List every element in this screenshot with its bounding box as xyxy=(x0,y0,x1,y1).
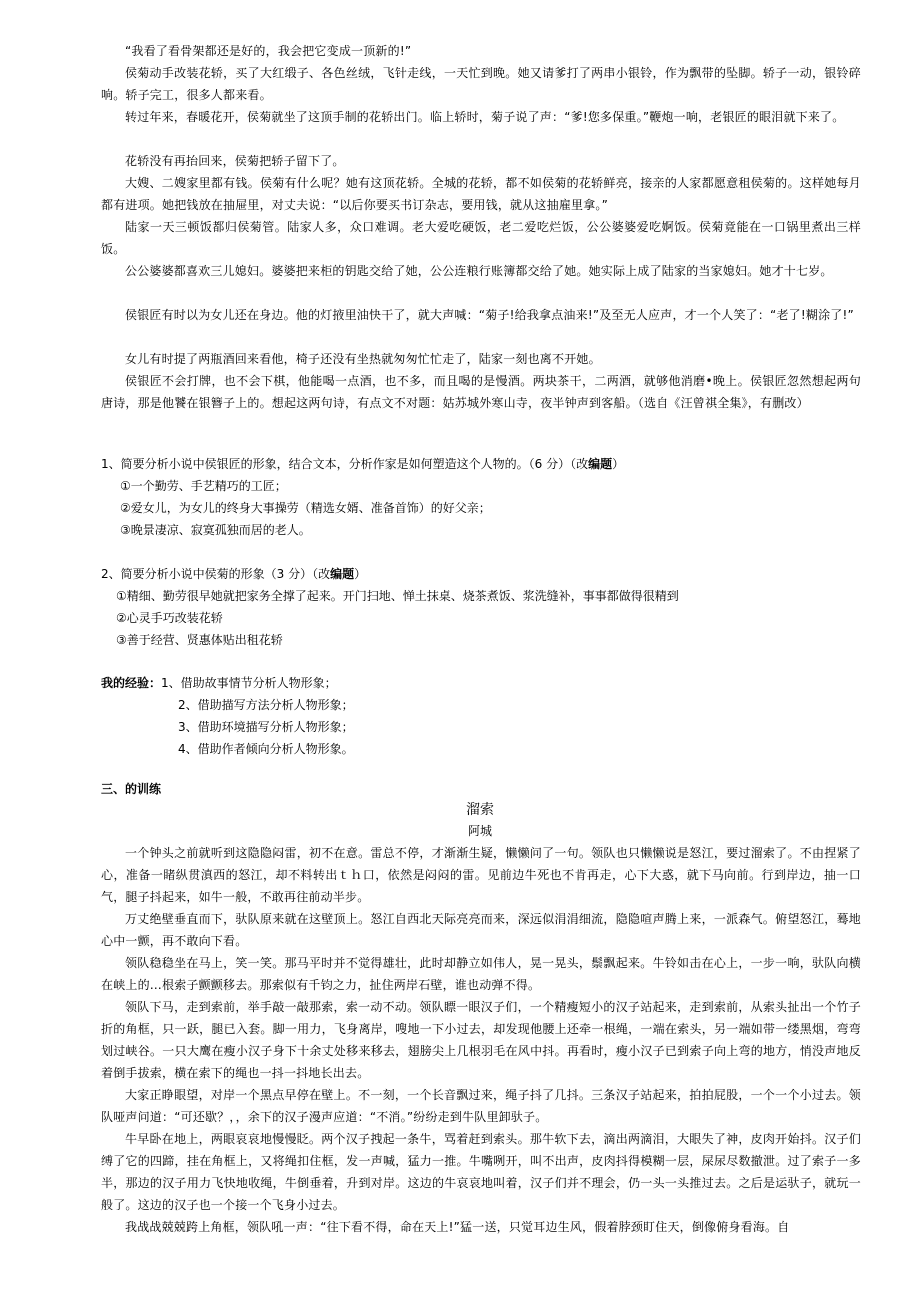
passage-paragraph: 大家正睁眼望，对岸一个黑点早停在壁上。不一刻，一个长音飘过来，绳子抖了几抖。三条汉子站起来，拍拍屁股，一个一个小过去。领队哑声问道：“可还歇？，，余下的汉子漫声应道：“不消。”纷纷走到牛队里卸驮子。 xyxy=(101,1088,861,1124)
passage-paragraph: 一个钟头之前就听到这隐隐闷雷，初不在意。雷总不停，才渐渐生疑，懒懒问了一句。领队也只懒懒说是怒江，要过溜索了。不由捏紧了心，准备一睹纵贯滇西的怒江，却不料转出ｔｈ口，依然是闷闷的雷。见前边牛死也不肯再走，心下大惑，就下马向前。行到岸边，抽一口气，腿子抖起来，如牛一般，不敢再往前动半步。 xyxy=(101,846,861,904)
q1-answer: ①一个勤劳、手艺精巧的工匠； xyxy=(120,479,287,493)
experience-item: 3、借助环境描写分析人物形象； xyxy=(178,720,354,734)
story-paragraph: “我看了看骨架都还是好的，我会把它变成一顶新的!” xyxy=(125,44,412,58)
story-paragraph: 大嫂、二嫂家里都有钱。侯菊有什么呢？她有这顶花轿。全城的花轿，都不如侯菊的花轿鲜亮，接亲的人家都愿意租侯菊的。这样她每月都有进项。她把钱放在抽屉里，对丈夫说：“以后你要买书订杂志，要用钱，就从这抽雇里拿。” xyxy=(101,176,861,212)
passage-paragraph: 万丈绝壁垂直而下，驮队原来就在这壁顶上。怒江自西北天际亮亮而来，深远似涓涓细流，隐隐喧声腾上来，一派森气。俯望怒江，蓦地心中一颤，再不敢向下看。 xyxy=(101,912,861,948)
passage-paragraph: 领队稳稳坐在马上，笑一笑。那马平时并不觉得雄壮，此时却静立如伟人，晃一晃头，鬃飘起来。牛铃如击在心上，一步一响，驮队向横在峡上的…根索子颤颤移去。那索似有千钧之力，扯住两岸石壁，谁也动弹不得。 xyxy=(101,956,861,992)
experience-first-line: 我的经验：1、借助故事情节分析人物形象； xyxy=(101,676,337,690)
passage-author: 阿城 xyxy=(467,824,492,838)
q2-answer: ①精细、勤劳很早她就把家务全撑了起来。开门扫地、惮土抹桌、烧茶煮饭、浆洗缝补，事事都做得很精到 xyxy=(116,589,679,603)
passage-paragraph: 牛早卧在地上，两眼哀哀地慢慢眨。两个汉子拽起一条牛，骂着赶到索头。那牛软下去，滴出两滴泪，大眼失了神，皮肉开始抖。汉子们缚了它的四蹄，挂在角框上，又将绳扣住框，发一声喊，猛力一推。牛嘴咧开，叫不出声，皮肉抖得模糊一层，屎尿尽数撤泄。过了索子一多半，那边的汉子用力飞快地收绳，牛倒垂着，升到对岸。这边的牛哀哀地叫着，汉子们并不理会，仍一头一头推过去。之后是运驮子，就玩一般了。这边的汉子也一个接一个飞身小过去。 xyxy=(101,1132,861,1212)
story-paragraph: 花轿没有再抬回来，侯菊把轿子留下了。 xyxy=(125,154,345,168)
question-2: 2、简要分析小说中侯菊的形象（3 分）（改编题） xyxy=(101,567,367,581)
experience-item: 2、借助描写方法分析人物形象； xyxy=(178,698,354,712)
q1-answer: ③晚景凄凉、寂寞孤独而居的老人。 xyxy=(120,523,311,537)
passage-paragraph: 领队下马，走到索前，举手敲一敲那索，索一动不动。领队瞟一眼汉子们，一个精瘦短小的汉子站起来，走到索前，从索头扯出一个竹子折的角框，只一跃，腿已入套。脚一用力，飞身离岸，嗖地一下小过去，却发现他腰上还牵一根绳，一端在索头，另一端如带一缕黑烟，弯弯划过峡谷。一只大鹰在瘦小汉子身下十余丈处移来移去，翅膀尖上几根羽毛在风中抖。再看时，瘦小汉子已到索子向上弯的地方，悄没声地反着倒手拔索，横在索下的绳也一抖一抖地长出去。 xyxy=(101,1000,861,1080)
experience-label: 我的经验： xyxy=(101,676,162,690)
section-heading: 三、的训练 xyxy=(101,782,162,796)
q2-answer: ③善于经营、贤惠体贴出租花轿 xyxy=(116,633,283,647)
passage-title: 溜索 xyxy=(466,802,494,818)
story-paragraph: 陆家一天三顿饭都归侯菊管。陆家人多，众口难调。老大爱吃硬饭，老二爱吃烂饭，公公婆婆爱吃婀饭。侯菊竟能在一口锅里煮出三样饭。 xyxy=(101,220,861,256)
story-paragraph: 侯银匠有时以为女儿还在身边。他的灯掖里油快干了，就大声喊：“菊子!给我拿点油来!”及至无人应声，才一个人笑了：“老了!糊涂了!” xyxy=(125,308,854,322)
question-1: 1、简要分析小说中侯银匠的形象，结合文本，分析作家是如何塑造这个人物的。（6 分）（改编题） xyxy=(101,457,625,471)
q1-answer: ②爱女儿，为女儿的终身大事操劳（精选女婿、准备首饰）的好父亲； xyxy=(120,501,491,515)
experience-item: 4、借助作者倾向分析人物形象。 xyxy=(178,742,354,756)
story-paragraph: 女儿有时提了两瓶酒回来看他，椅子还没有坐热就匆匆忙忙走了，陆家一刻也离不开她。 xyxy=(125,352,601,366)
story-paragraph: 侯银匠不会打牌，也不会下棋，他能喝一点酒，也不多，而且喝的是慢酒。两块茶干，二两酒，就够他消磨•晚上。侯银匠忽然想起两句唐诗，那是他饕在银簪子上的。想起这两句诗，有点文不对题：姑苏城外寒山寺，夜半钟声到客船。（选自《汪曾祺全集》，有删改） xyxy=(101,374,861,410)
story-paragraph: 转过年来，春暖花开，侯菊就坐了这顶手制的花轿出门。临上轿时，菊子说了声：“爹!您多保重。”鞭炮一响，老银匠的眼泪就下来了。 xyxy=(125,110,845,124)
passage-paragraph: 我战战兢兢跨上角框，领队吼一声：“往下看不得，命在天上!”猛一送，只觉耳边生风，假着脖颈盯住天，倒像俯身看海。自 xyxy=(125,1220,790,1234)
q2-answer: ②心灵手巧改装花轿 xyxy=(116,611,223,625)
story-paragraph: 公公婆婆都喜欢三儿媳妇。婆婆把来柜的钥匙交给了她，公公连粮行账簿都交给了她。她实际上成了陆家的当家媳妇。她才十七岁。 xyxy=(125,264,833,278)
story-paragraph: 侯菊动手改装花轿，买了大红缎子、各色丝绒，飞针走线，一天忙到晚。她又请爹打了两串小银铃，作为飘带的坠脚。轿子一动，银铃碎响。轿子完工，很多人都来看。 xyxy=(101,66,861,102)
